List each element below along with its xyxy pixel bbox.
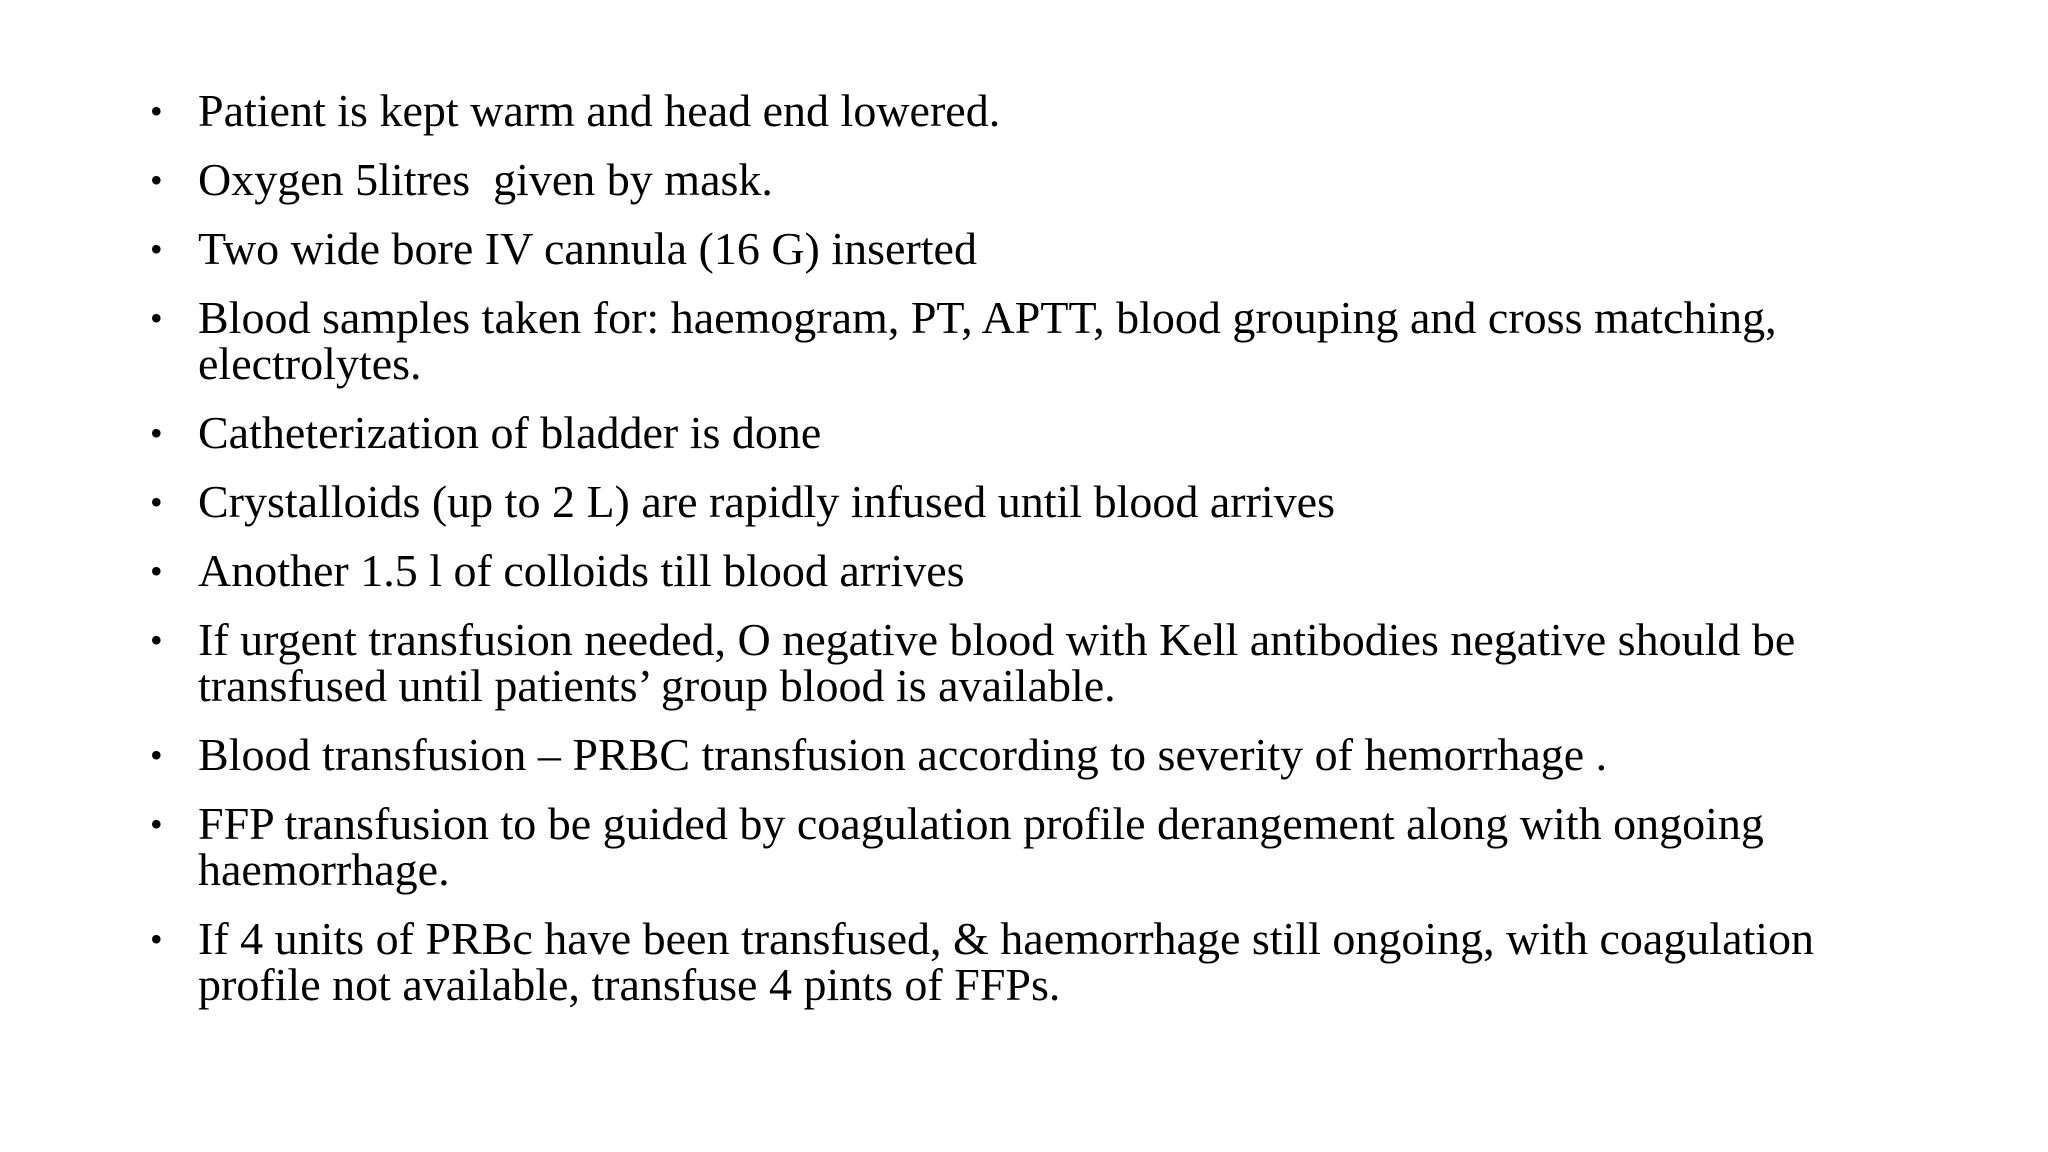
bullet-item xyxy=(150,729,1930,780)
bullet-dot-icon: • xyxy=(150,804,163,844)
bullet-dot-icon: • xyxy=(150,413,163,453)
bullet-item xyxy=(150,476,1930,527)
bullet-dot-icon: • xyxy=(150,229,163,269)
bullet-item xyxy=(150,407,1930,458)
bullet-dot-icon: • xyxy=(150,551,163,591)
bullet-text: FFP transfusion to be guided by coagulation profile derangement along with ongoing haemorrhage. xyxy=(198,798,1764,895)
bullet-item xyxy=(150,545,1930,596)
bullet-dot-icon: • xyxy=(150,160,163,200)
bullet-item xyxy=(150,614,1930,711)
bullet-text: Catheterization of bladder is done xyxy=(198,407,822,458)
bullet-text: Another 1.5 l of colloids till blood arrives xyxy=(198,545,965,596)
bullet-item xyxy=(150,292,1930,389)
bullet-item xyxy=(150,798,1930,895)
bullet-dot-icon: • xyxy=(150,91,163,131)
bullet-dot-icon: • xyxy=(150,298,163,338)
bullet-text: Oxygen 5litres given by mask. xyxy=(198,154,773,205)
bullet-dot-icon: • xyxy=(150,482,163,522)
bullet-text: Patient is kept warm and head end lowered. xyxy=(198,85,1001,136)
bullet-text: If 4 units of PRBc have been transfused, & haemorrhage still ongoing, with coagulation profile not available, transfuse 4 pints of FFPs. xyxy=(198,913,1815,1010)
bullet-text: Blood transfusion – PRBC transfusion according to severity of hemorrhage . xyxy=(198,729,1608,780)
bullet-dot-icon: • xyxy=(150,919,163,959)
bullet-text: Blood samples taken for: haemogram, PT, APTT, blood grouping and cross matching, electrolytes. xyxy=(198,292,1777,389)
bullet-item xyxy=(150,154,1930,205)
bullet-list xyxy=(150,85,1930,1031)
bullet-text: Crystalloids (up to 2 L) are rapidly infused until blood arrives xyxy=(198,476,1335,527)
bullet-item xyxy=(150,223,1930,274)
bullet-item xyxy=(150,85,1930,136)
bullet-item xyxy=(150,913,1930,1010)
bullet-text: Two wide bore IV cannula (16 G) inserted xyxy=(198,223,977,274)
bullet-text: If urgent transfusion needed, O negative blood with Kell antibodies negative should be transfused until patients’ group blood is available. xyxy=(198,614,1796,711)
bullet-dot-icon: • xyxy=(150,735,163,775)
bullet-dot-icon: • xyxy=(150,620,163,660)
